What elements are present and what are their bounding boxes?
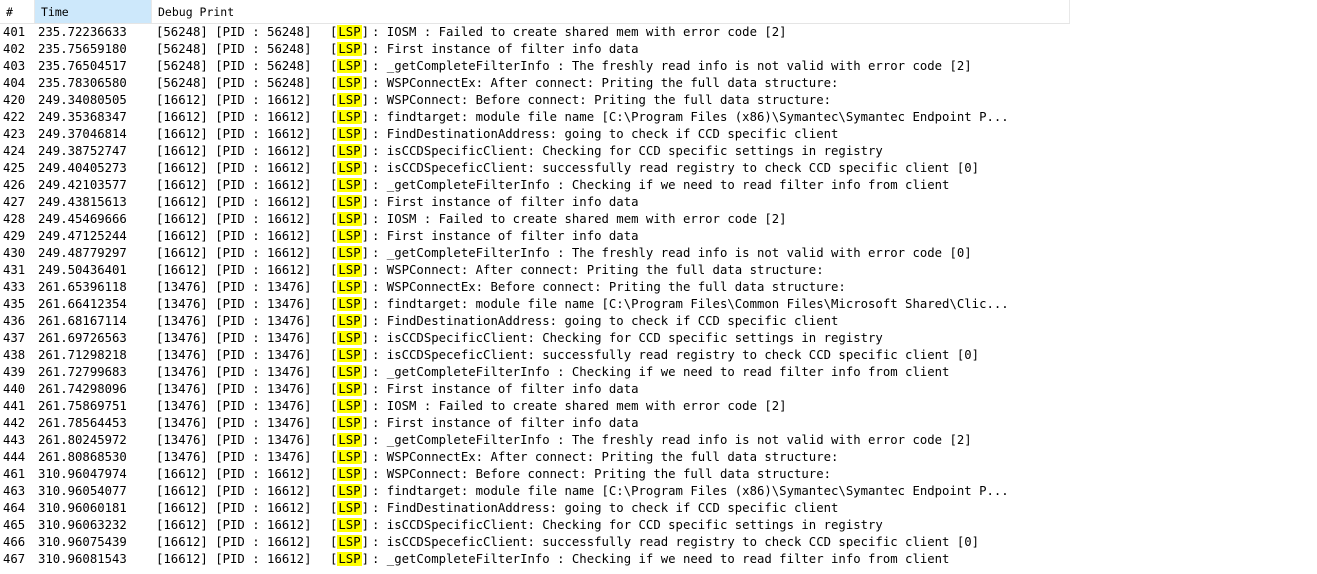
row-message: : _getCompleteFilterInfo : Checking if we need to read filter info from client — [372, 365, 950, 379]
row-process-id: [13476] [PID : 13476] — [156, 433, 312, 447]
log-row[interactable] — [0, 330, 1317, 347]
row-process-id: [16612] [PID : 16612] — [156, 127, 312, 141]
row-time: 249.34080505 — [38, 93, 127, 107]
row-number: 438 — [3, 348, 26, 362]
row-number: 429 — [3, 229, 26, 243]
row-tag: [LSP] — [330, 501, 370, 515]
row-message: : FindDestinationAddress: going to check if CCD specific client — [372, 314, 839, 328]
highlight-lsp: LSP — [338, 433, 361, 447]
row-number: 420 — [3, 93, 26, 107]
row-message: : WSPConnect: Before connect: Priting the full data structure: — [372, 93, 832, 107]
row-process-id: [56248] [PID : 56248] — [156, 42, 312, 56]
log-row[interactable] — [0, 143, 1317, 160]
row-number: 467 — [3, 552, 26, 566]
highlight-lsp: LSP — [338, 297, 361, 311]
log-row[interactable] — [0, 296, 1317, 313]
highlight-lsp: LSP — [338, 229, 361, 243]
row-number: 443 — [3, 433, 26, 447]
row-tag: [LSP] — [330, 484, 370, 498]
row-time: 249.45469666 — [38, 212, 127, 226]
row-tag: [LSP] — [330, 365, 370, 379]
row-message: : WSPConnectEx: After connect: Priting the full data structure: — [372, 76, 839, 90]
row-tag: [LSP] — [330, 178, 370, 192]
row-number: 402 — [3, 42, 26, 56]
row-message: : _getCompleteFilterInfo : The freshly read info is not valid with error code [2] — [372, 433, 972, 447]
row-message: : _getCompleteFilterInfo : The freshly read info is not valid with error code [0] — [372, 246, 972, 260]
row-number: 425 — [3, 161, 26, 175]
highlight-lsp: LSP — [338, 280, 361, 294]
row-time: 261.65396118 — [38, 280, 127, 294]
highlight-lsp: LSP — [338, 399, 361, 413]
row-message: : WSPConnectEx: Before connect: Priting the full data structure: — [372, 280, 846, 294]
row-tag: [LSP] — [330, 161, 370, 175]
row-process-id: [16612] [PID : 16612] — [156, 161, 312, 175]
log-row[interactable] — [0, 551, 1317, 568]
row-message: : First instance of filter info data — [372, 195, 639, 209]
row-time: 261.80245972 — [38, 433, 127, 447]
log-row[interactable] — [0, 279, 1317, 296]
row-number: 464 — [3, 501, 26, 515]
row-time: 249.43815613 — [38, 195, 127, 209]
highlight-lsp: LSP — [338, 42, 361, 56]
row-process-id: [16612] [PID : 16612] — [156, 144, 312, 158]
row-process-id: [16612] [PID : 16612] — [156, 212, 312, 226]
row-process-id: [16612] [PID : 16612] — [156, 246, 312, 260]
row-process-id: [13476] [PID : 13476] — [156, 314, 312, 328]
row-time: 235.78306580 — [38, 76, 127, 90]
row-tag: [LSP] — [330, 246, 370, 260]
highlight-lsp: LSP — [338, 246, 361, 260]
row-time: 261.71298218 — [38, 348, 127, 362]
row-tag: [LSP] — [330, 280, 370, 294]
row-process-id: [13476] [PID : 13476] — [156, 450, 312, 464]
row-message: : isCCDSpecificClient: Checking for CCD specific settings in registry — [372, 331, 883, 345]
row-number: 442 — [3, 416, 26, 430]
row-time: 310.96060181 — [38, 501, 127, 515]
row-message: : WSPConnect: Before connect: Priting the full data structure: — [372, 467, 832, 481]
log-row[interactable] — [0, 211, 1317, 228]
row-tag: [LSP] — [330, 263, 370, 277]
column-header-debug-print[interactable]: Debug Print — [158, 5, 235, 19]
column-header — [0, 0, 1070, 24]
row-number: 427 — [3, 195, 26, 209]
highlight-lsp: LSP — [338, 25, 361, 39]
log-row[interactable] — [0, 109, 1317, 126]
log-row[interactable] — [0, 534, 1317, 551]
highlight-lsp: LSP — [338, 535, 361, 549]
row-process-id: [16612] [PID : 16612] — [156, 552, 312, 566]
highlight-lsp: LSP — [338, 144, 361, 158]
highlight-lsp: LSP — [338, 212, 361, 226]
log-list — [0, 24, 1317, 568]
row-message: : isCCDSpeceficClient: successfully read registry to check CCD specific client [0] — [372, 161, 980, 175]
row-number: 404 — [3, 76, 26, 90]
row-tag: [LSP] — [330, 552, 370, 566]
row-time: 249.37046814 — [38, 127, 127, 141]
row-process-id: [56248] [PID : 56248] — [156, 59, 312, 73]
row-number: 428 — [3, 212, 26, 226]
log-row[interactable] — [0, 194, 1317, 211]
log-row[interactable] — [0, 449, 1317, 466]
row-tag: [LSP] — [330, 399, 370, 413]
row-time: 261.66412354 — [38, 297, 127, 311]
row-number: 461 — [3, 467, 26, 481]
row-time: 249.47125244 — [38, 229, 127, 243]
log-row[interactable] — [0, 177, 1317, 194]
log-row[interactable] — [0, 41, 1317, 58]
row-process-id: [16612] [PID : 16612] — [156, 467, 312, 481]
row-time: 310.96075439 — [38, 535, 127, 549]
row-number: 424 — [3, 144, 26, 158]
row-time: 261.80868530 — [38, 450, 127, 464]
row-time: 261.78564453 — [38, 416, 127, 430]
highlight-lsp: LSP — [338, 450, 361, 464]
row-message: : FindDestinationAddress: going to check if CCD specific client — [372, 501, 839, 515]
row-message: : isCCDSpecificClient: Checking for CCD specific settings in registry — [372, 144, 883, 158]
log-row[interactable] — [0, 245, 1317, 262]
row-process-id: [13476] [PID : 13476] — [156, 416, 312, 430]
row-tag: [LSP] — [330, 535, 370, 549]
row-tag: [LSP] — [330, 331, 370, 345]
row-number: 433 — [3, 280, 26, 294]
row-tag: [LSP] — [330, 195, 370, 209]
log-row[interactable] — [0, 347, 1317, 364]
log-row[interactable] — [0, 500, 1317, 517]
row-number: 436 — [3, 314, 26, 328]
row-tag: [LSP] — [330, 25, 370, 39]
row-message: : FindDestinationAddress: going to check if CCD specific client — [372, 127, 839, 141]
row-process-id: [13476] [PID : 13476] — [156, 297, 312, 311]
highlight-lsp: LSP — [338, 348, 361, 362]
row-process-id: [13476] [PID : 13476] — [156, 382, 312, 396]
row-time: 249.50436401 — [38, 263, 127, 277]
row-tag: [LSP] — [330, 297, 370, 311]
log-row[interactable] — [0, 398, 1317, 415]
log-row[interactable] — [0, 58, 1317, 75]
row-number: 403 — [3, 59, 26, 73]
row-message: : findtarget: module file name [C:\Program Files (x86)\Symantec\Symantec Endpoint P... — [372, 484, 1009, 498]
row-number: 444 — [3, 450, 26, 464]
row-message: : isCCDSpeceficClient: successfully read registry to check CCD specific client [0] — [372, 535, 980, 549]
row-process-id: [16612] [PID : 16612] — [156, 501, 312, 515]
row-message: : First instance of filter info data — [372, 229, 639, 243]
row-process-id: [16612] [PID : 16612] — [156, 178, 312, 192]
row-number: 426 — [3, 178, 26, 192]
highlight-lsp: LSP — [338, 195, 361, 209]
highlight-lsp: LSP — [338, 501, 361, 515]
row-time: 249.40405273 — [38, 161, 127, 175]
row-number: 441 — [3, 399, 26, 413]
highlight-lsp: LSP — [338, 161, 361, 175]
highlight-lsp: LSP — [338, 382, 361, 396]
row-time: 310.96081543 — [38, 552, 127, 566]
row-tag: [LSP] — [330, 467, 370, 481]
row-tag: [LSP] — [330, 314, 370, 328]
highlight-lsp: LSP — [338, 76, 361, 90]
highlight-lsp: LSP — [338, 93, 361, 107]
row-time: 235.72236633 — [38, 25, 127, 39]
highlight-lsp: LSP — [338, 484, 361, 498]
row-tag: [LSP] — [330, 229, 370, 243]
highlight-lsp: LSP — [338, 110, 361, 124]
row-number: 431 — [3, 263, 26, 277]
row-message: : isCCDSpeceficClient: successfully read registry to check CCD specific client [0] — [372, 348, 980, 362]
row-time: 235.76504517 — [38, 59, 127, 73]
highlight-lsp: LSP — [338, 314, 361, 328]
row-message: : IOSM : Failed to create shared mem with error code [2] — [372, 212, 787, 226]
row-process-id: [56248] [PID : 56248] — [156, 25, 312, 39]
row-process-id: [13476] [PID : 13476] — [156, 331, 312, 345]
log-row[interactable] — [0, 24, 1317, 41]
row-tag: [LSP] — [330, 42, 370, 56]
row-message: : _getCompleteFilterInfo : The freshly read info is not valid with error code [2] — [372, 59, 972, 73]
column-header-time[interactable]: Time — [35, 0, 151, 23]
row-tag: [LSP] — [330, 110, 370, 124]
row-message: : IOSM : Failed to create shared mem with error code [2] — [372, 25, 787, 39]
log-row[interactable] — [0, 364, 1317, 381]
row-message: : _getCompleteFilterInfo : Checking if we need to read filter info from client — [372, 552, 950, 566]
row-message: : First instance of filter info data — [372, 416, 639, 430]
highlight-lsp: LSP — [338, 365, 361, 379]
row-process-id: [13476] [PID : 13476] — [156, 280, 312, 294]
row-message: : First instance of filter info data — [372, 42, 639, 56]
row-time: 310.96063232 — [38, 518, 127, 532]
row-tag: [LSP] — [330, 127, 370, 141]
log-row[interactable] — [0, 381, 1317, 398]
row-tag: [LSP] — [330, 416, 370, 430]
row-time: 310.96054077 — [38, 484, 127, 498]
row-process-id: [16612] [PID : 16612] — [156, 93, 312, 107]
row-message: : _getCompleteFilterInfo : Checking if we need to read filter info from client — [372, 178, 950, 192]
row-process-id: [16612] [PID : 16612] — [156, 110, 312, 124]
row-number: 430 — [3, 246, 26, 260]
log-row[interactable] — [0, 517, 1317, 534]
row-process-id: [13476] [PID : 13476] — [156, 348, 312, 362]
row-process-id: [16612] [PID : 16612] — [156, 229, 312, 243]
row-process-id: [16612] [PID : 16612] — [156, 484, 312, 498]
row-time: 261.75869751 — [38, 399, 127, 413]
log-row[interactable] — [0, 313, 1317, 330]
row-process-id: [16612] [PID : 16612] — [156, 518, 312, 532]
log-row[interactable] — [0, 262, 1317, 279]
highlight-lsp: LSP — [338, 127, 361, 141]
highlight-lsp: LSP — [338, 416, 361, 430]
highlight-lsp: LSP — [338, 263, 361, 277]
row-process-id: [13476] [PID : 13476] — [156, 399, 312, 413]
row-tag: [LSP] — [330, 433, 370, 447]
row-process-id: [16612] [PID : 16612] — [156, 263, 312, 277]
row-time: 235.75659180 — [38, 42, 127, 56]
highlight-lsp: LSP — [338, 59, 361, 73]
row-number: 423 — [3, 127, 26, 141]
log-row[interactable] — [0, 92, 1317, 109]
row-time: 249.48779297 — [38, 246, 127, 260]
row-number: 439 — [3, 365, 26, 379]
highlight-lsp: LSP — [338, 178, 361, 192]
log-row[interactable] — [0, 415, 1317, 432]
row-number: 437 — [3, 331, 26, 345]
row-message: : WSPConnectEx: After connect: Priting the full data structure: — [372, 450, 839, 464]
log-row[interactable] — [0, 160, 1317, 177]
row-message: : WSPConnect: After connect: Priting the full data structure: — [372, 263, 824, 277]
log-row[interactable] — [0, 228, 1317, 245]
row-time: 249.35368347 — [38, 110, 127, 124]
row-time: 310.96047974 — [38, 467, 127, 481]
row-message: : First instance of filter info data — [372, 382, 639, 396]
highlight-lsp: LSP — [338, 552, 361, 566]
row-time: 261.72799683 — [38, 365, 127, 379]
row-number: 401 — [3, 25, 26, 39]
row-tag: [LSP] — [330, 59, 370, 73]
row-number: 465 — [3, 518, 26, 532]
highlight-lsp: LSP — [338, 518, 361, 532]
row-time: 261.68167114 — [38, 314, 127, 328]
row-tag: [LSP] — [330, 450, 370, 464]
row-message: : IOSM : Failed to create shared mem with error code [2] — [372, 399, 787, 413]
row-number: 422 — [3, 110, 26, 124]
row-tag: [LSP] — [330, 76, 370, 90]
row-tag: [LSP] — [330, 212, 370, 226]
log-row[interactable] — [0, 126, 1317, 143]
row-time: 261.69726563 — [38, 331, 127, 345]
log-row[interactable] — [0, 75, 1317, 92]
row-time: 261.74298096 — [38, 382, 127, 396]
row-process-id: [13476] [PID : 13476] — [156, 365, 312, 379]
row-time: 249.42103577 — [38, 178, 127, 192]
row-number: 440 — [3, 382, 26, 396]
row-message: : findtarget: module file name [C:\Program Files\Common Files\Microsoft Shared\Clic... — [372, 297, 1009, 311]
row-number: 435 — [3, 297, 26, 311]
row-tag: [LSP] — [330, 144, 370, 158]
row-tag: [LSP] — [330, 348, 370, 362]
column-header-number[interactable]: # — [6, 5, 13, 19]
row-number: 463 — [3, 484, 26, 498]
row-message: : isCCDSpecificClient: Checking for CCD specific settings in registry — [372, 518, 883, 532]
highlight-lsp: LSP — [338, 467, 361, 481]
row-message: : findtarget: module file name [C:\Program Files (x86)\Symantec\Symantec Endpoint P... — [372, 110, 1009, 124]
row-number: 466 — [3, 535, 26, 549]
row-process-id: [16612] [PID : 16612] — [156, 195, 312, 209]
row-tag: [LSP] — [330, 93, 370, 107]
log-row[interactable] — [0, 466, 1317, 483]
row-process-id: [56248] [PID : 56248] — [156, 76, 312, 90]
row-tag: [LSP] — [330, 382, 370, 396]
log-row[interactable] — [0, 483, 1317, 500]
highlight-lsp: LSP — [338, 331, 361, 345]
column-divider[interactable] — [1069, 0, 1070, 23]
row-time: 249.38752747 — [38, 144, 127, 158]
row-tag: [LSP] — [330, 518, 370, 532]
row-process-id: [16612] [PID : 16612] — [156, 535, 312, 549]
log-row[interactable] — [0, 432, 1317, 449]
